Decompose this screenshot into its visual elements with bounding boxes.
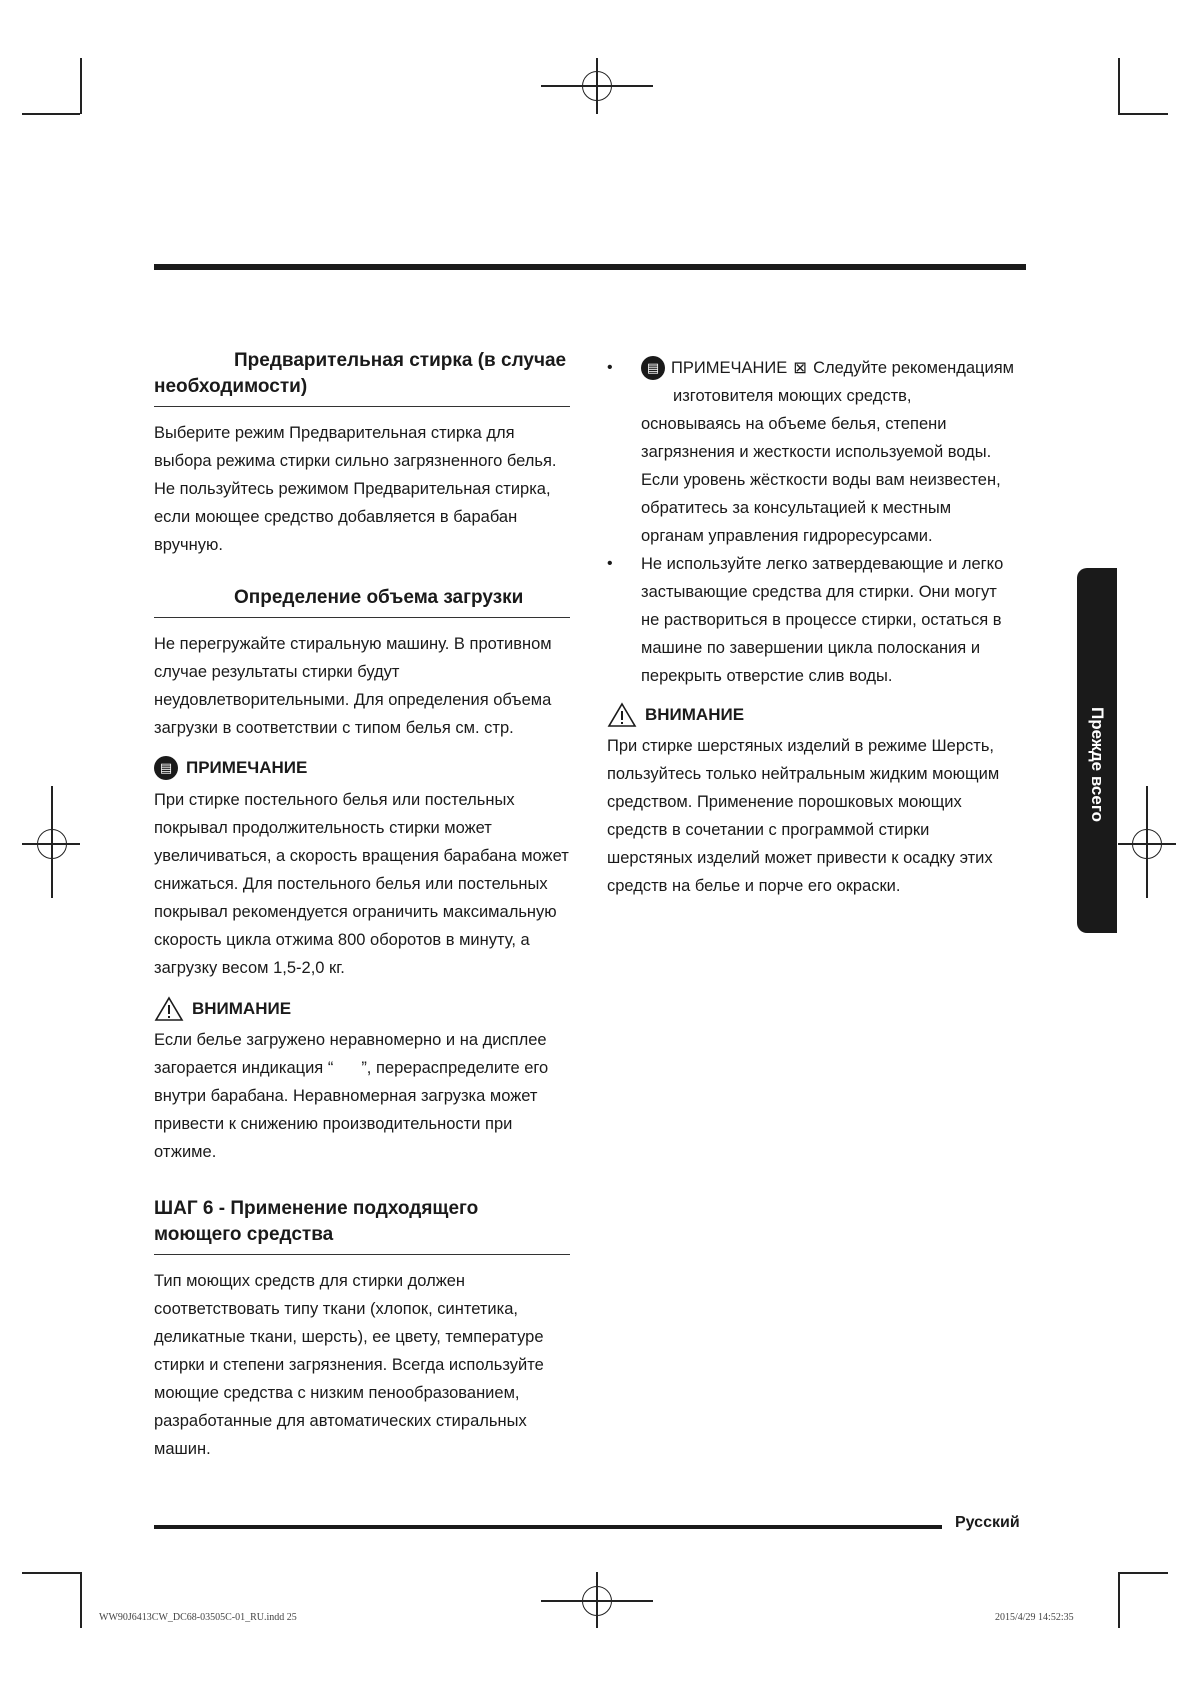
- note-line: [641, 354, 1017, 382]
- bullet-item: [607, 550, 1017, 690]
- warning-text-part: ”, перераспределите его: [361, 1059, 549, 1077]
- note-label: ПРИМЕЧАНИЕ: [671, 359, 788, 377]
- note-rest: основываясь на объеме белья, степени загрязнения и жесткости используемой воды. Если уровень жёсткости воды вам неизвестен, обратитесь за консультацией к местным органам управления гидроресурсами.: [641, 415, 1001, 545]
- crop-mark: [22, 113, 80, 115]
- note-first-line: Следуйте рекомендациям: [813, 359, 1014, 377]
- crop-mark: [1118, 1572, 1168, 1574]
- warning-heading: [607, 702, 1017, 728]
- separator: ⊠: [793, 359, 808, 377]
- print-date: 2015/4/29 14:52:35: [995, 1612, 1074, 1623]
- warning-text-part: загорается индикация “: [154, 1059, 334, 1077]
- left-column: [154, 348, 570, 1463]
- bullet-glyph: •: [607, 359, 613, 376]
- crop-mark: [80, 58, 82, 114]
- note-icon: ▤: [154, 756, 178, 780]
- prewash-heading: Предварительная стирка (в случае необходимости): [154, 348, 570, 407]
- bullet-text: Не используйте легко затвердевающие и легко застывающие средства для стирки. Они могут не раствориться в процессе стирки, остаться в машине по завершении цикла полоскания и перекрыть отверстие слив воды.: [641, 555, 1004, 685]
- warning-text-line: внутри барабана. Неравномерная загрузка может привести к снижению производительности при отжиме.: [154, 1087, 538, 1161]
- crop-mark: [1118, 1572, 1120, 1628]
- crop-mark: [1118, 58, 1120, 114]
- warning-text: [154, 1026, 570, 1166]
- footer-rule: [154, 1525, 942, 1529]
- right-column: [607, 354, 1017, 900]
- warning-text-line: Если белье загружено неравномерно и на дисплее: [154, 1031, 547, 1049]
- side-tab-label: Прежде всего: [1088, 707, 1107, 823]
- warning-triangle-icon: [154, 996, 184, 1022]
- note-heading: [154, 756, 570, 780]
- step6-text: Тип моющих средств для стирки должен соответствовать типу ткани (хлопок, синтетика, деликатные ткани, шерсть), ее цвету, температуре стирки и степени загрязнения. Всегда используйте моющие средства с низким пенообразованием, разработанные для автоматических стиральных машин.: [154, 1272, 544, 1458]
- warning-label: ВНИМАНИЕ: [645, 705, 745, 724]
- warning-text-line: [154, 1054, 570, 1082]
- note-text: При стирке постельного белья или постельных покрывал продолжительность стирки может увеличиваться, а скорость вращения барабана может снижаться. Для постельного белья или постельных покрывал рекомендуется ограничить максимальную скорость цикла отжима 800 оборотов в минуту, а загрузку весом 1,5-2,0 кг.: [154, 791, 569, 977]
- registration-circle: [37, 829, 67, 859]
- note-label: ПРИМЕЧАНИЕ: [186, 758, 308, 777]
- load-heading: Определение объема загрузки: [154, 585, 570, 618]
- bullet-item: [607, 354, 1017, 550]
- registration-circle: [582, 71, 612, 101]
- registration-circle: [582, 1586, 612, 1616]
- file-name: WW90J6413CW_DC68-03505C-01_RU.indd 25: [99, 1612, 297, 1623]
- prewash-text: Выберите режим Предварительная стирка для выбора режима стирки сильно загрязненного белья. Не пользуйтесь режимом Предварительная стирка, если моющее средство добавляется в барабан вручную.: [154, 424, 557, 554]
- warning-label: ВНИМАНИЕ: [192, 999, 292, 1018]
- crop-mark: [80, 1572, 82, 1628]
- warning-text: При стирке шерстяных изделий в режиме Шерсть, пользуйтесь только нейтральным жидким моющим средством. Применение порошковых моющих средств в сочетании с программой стирки шерстяных изделий может привести к осадку этих средств на белье и порче его окраски.: [607, 737, 1000, 895]
- crop-mark: [22, 1572, 80, 1574]
- header-rule: [154, 264, 1026, 270]
- note-second-line: изготовителя моющих средств,: [673, 387, 912, 405]
- registration-circle: [1132, 829, 1162, 859]
- step6-heading: ШАГ 6 - Применение подходящего моющего средства: [154, 1196, 570, 1255]
- note-icon: ▤: [641, 356, 665, 380]
- warning-heading: [154, 996, 570, 1022]
- load-text: Не перегружайте стиральную машину. В противном случае результаты стирки будут неудовлетворительными. Для определения объема загрузки в соответствии с типом белья см. стр.: [154, 635, 552, 737]
- bullet-glyph: •: [607, 555, 613, 572]
- crop-mark: [1118, 113, 1168, 115]
- language-label: Русский: [955, 1514, 1020, 1531]
- warning-triangle-icon: [607, 702, 637, 728]
